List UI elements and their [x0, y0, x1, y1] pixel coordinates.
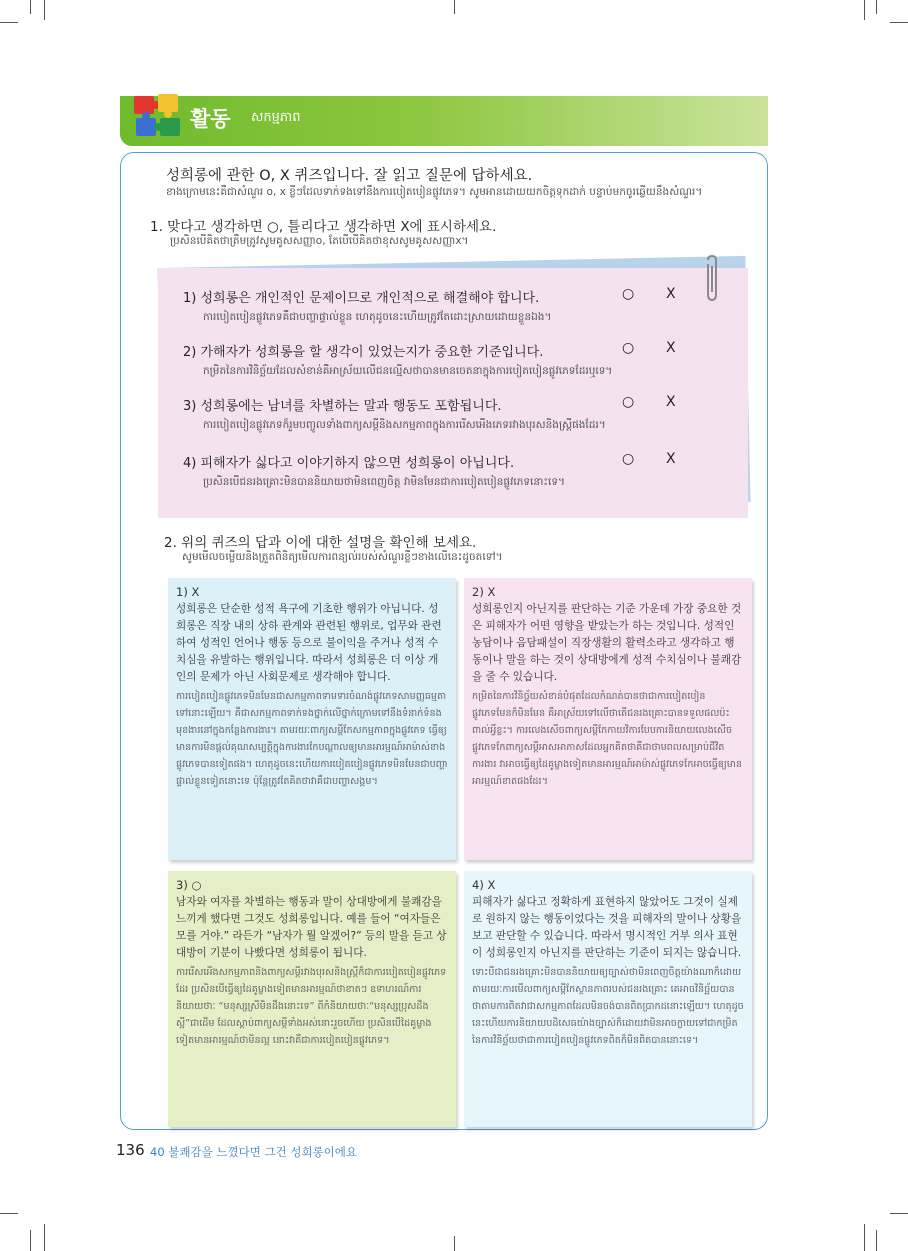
crop-mark — [890, 22, 908, 23]
crop-mark — [44, 0, 45, 20]
answer-1-label: 1) X — [176, 585, 200, 599]
activity-title-khmer: សកម្មភាព — [251, 110, 301, 125]
answer-box-3 — [168, 871, 456, 1127]
crop-mark — [890, 1213, 908, 1214]
answer-1-text: 성희롱은 단순한 성적 욕구에 기초한 행위가 아닙니다. 성희롱은 직장 내의 상하 관계와 관련된 행위로, 업무와 관련하여 성적인 언어나 행동 등으로 불이익을 주거나 성적 수치심을 유발하는 행위입니다. 따라서 성희롱은 더 이상 개인의 문제가 아닌 사회문제로 생각해야 합니다. — [176, 603, 442, 683]
question-2: 2. 위의 퀴즈의 답과 이에 대한 설명을 확인해 보세요. — [164, 535, 477, 551]
question-1-khmer: ប្រសិនបើគិតថាត្រឹមត្រូវសូមគូសសញ្ញាo, តែបើបើគិតថាខុសសូមគូសសញ្ញាx។ — [170, 235, 469, 247]
quiz-item-3-khmer: ការបៀតបៀនផ្លូវភេទក៏រួមបញ្ចូលទាំងពាក្យសម្តីនិងសកម្មភាពក្នុងការរើសអើងភេទរវាងបុរសនិងស្ត្រីផងដែរ។ — [203, 419, 606, 431]
quiz-item-4-x-mark[interactable]: X — [666, 451, 676, 467]
answer-2-label: 2) X — [472, 585, 496, 599]
page-number: 136 — [116, 1141, 145, 1159]
answer-2-text: 성희롱인지 아닌지를 판단하는 기준 가운데 가장 중요한 것은 피해자가 어떤 영향을 받았는가 하는 것입니다. 성적인 농담이나 음담패설이 직장생활의 활력소라고 생각하고 행동이나 말을 하는 것이 상대방에게 성적 수치심이나 불쾌감을 줄 수 있습니다. — [472, 603, 742, 683]
quiz-item-2-o-mark[interactable]: ○ — [622, 340, 635, 356]
quiz-item-2-khmer: កម្រិតនៃការវិនិច្ឆ័យដែលសំខាន់គឺអាស្រ័យលើជនល្មើសថាបានមានចេតនាក្នុងការបៀតបៀនផ្លូវភេទដែរឬទេ។ — [203, 365, 613, 377]
answer-3-label: 3) ○ — [176, 878, 202, 892]
activity-title: 활동 — [190, 107, 231, 131]
quiz-item-2: 2) 가해자가 성희롱을 할 생각이 있었는지가 중요한 기준입니다. — [183, 345, 544, 360]
crop-mark — [44, 1224, 45, 1251]
answer-3-text-khmer: ការរើសអើងសកម្មភាពនិងពាក្យសម្តីរវាងបុរសនិងស្ត្រីក៏ជាការបៀតបៀនផ្លូវភេទដែរ ប្រសិនបើធ្វើឲ្យដៃគូម្ខាងទៀតមានអារម្មណ៍ថាខាតៗ ឧទាហរណ៍ការនិយាយថាៈ “មនុស្សស្រីមិនដឹងនោះទេ” ពីកំនិយាយថាៈ“មនុស្សប្រុសដឹងស្អី”ជាដើម ដែលស្តាប់ពាក្យសម្តីទាំងអស់នោះរួចហើយ ប្រសិនបើដៃគូម្ខាងទៀតមានអារម្មណ៍ថាមិនល្អ នោះវាគឺជាការបៀតបៀនផ្លូវភេទ។ — [176, 967, 447, 1046]
running-title: 40 불쾌감을 느꼈다면 그건 성희롱이에요 — [150, 1145, 357, 1159]
paperclip-icon — [702, 254, 722, 304]
crop-mark — [30, 0, 31, 14]
quiz-item-3: 3) 성희롱에는 남녀를 차별하는 말과 행동도 포함됩니다. — [183, 399, 502, 414]
quiz-item-2-x-mark[interactable]: X — [666, 340, 676, 356]
answer-box-2 — [464, 578, 752, 860]
crop-mark — [864, 1224, 865, 1251]
quiz-item-4: 4) 피해자가 싫다고 이야기하지 않으면 성희롱이 아닙니다. — [183, 456, 515, 471]
answer-4-label: 4) X — [472, 878, 496, 892]
crop-mark — [864, 0, 865, 20]
crop-mark — [876, 1230, 877, 1251]
answer-3-text: 남자와 여자를 차별하는 행동과 말이 상대방에게 불쾌감을 느끼게 했다면 그것도 성희롱입니다. 예를 들어 “여자들은 모를 거야.” 라든가 “남자가 뭘 알겠어?” 등의 말을 듣고 상대방이 기분이 나빴다면 성희롱이 됩니다. — [176, 896, 447, 959]
question-2-khmer: សូមមើលចម្លើយនិងត្រួតពិនិត្យមើលការពន្យល់របស់សំណួរខ្លីៗខាងលើនេះដូចតទៅ។ — [182, 551, 503, 563]
crop-mark — [454, 0, 455, 14]
quiz-item-1: 1) 성희롱은 개인적인 문제이므로 개인적으로 해결해야 합니다. — [183, 291, 540, 306]
quiz-item-1-x-mark[interactable]: X — [666, 286, 676, 302]
crop-mark — [454, 1236, 455, 1251]
quiz-item-4-khmer: ប្រសិនបើជនរងគ្រោះមិនបាននិយាយថាមិនពេញចិត្ត វាមិនមែនជាការបៀតបៀនផ្លូវភេទនោះទេ។ — [203, 476, 565, 488]
quiz-item-1-o-mark[interactable]: ○ — [622, 286, 635, 302]
intro-title-khmer: ខាងក្រោមនេះគឺជាសំណួរ o, x ខ្លីៗដែលទាក់ទងទៅនឹងការបៀតបៀនផ្លូវភេទ។ សូមអានដោយយកចិត្តទុកដាក់ បន្ទាប់មកចូរឆ្លើយនឹងសំណួរ។ — [166, 186, 703, 198]
crop-mark — [0, 1213, 18, 1214]
answer-box-4 — [464, 871, 752, 1127]
crop-mark — [0, 22, 18, 23]
intro-title: 성희롱에 관한 O, X 퀴즈입니다. 잘 읽고 질문에 답하세요. — [166, 168, 533, 184]
question-1: 1. 맞다고 생각하면 ○, 틀리다고 생각하면 X에 표시하세요. — [150, 219, 497, 235]
answer-2-text-khmer: កម្រិតនៃការវិនិច្ឆ័យសំខាន់បំផុតដែលកំណត់បានថាជាការបៀតបៀនផ្លូវភេទមែនក៏មិនមែន គឺអាស្រ័យទៅលើថាតើជនរងគ្រោះបានទទួលផលប៉ះពាល់អ្វីខ្លះ។ ការលេងសើចពាក្យសម្តីកែកាយវិការបែបការនិយាយលេងសើចផ្លូវភេទកែពាក្យសម្តីអាសអាភាសដែលអ្នកគិតថាគឺជាថាមពលសម្រាប់ជីវិតការងារ វាអាចធ្វើឲ្យដៃគូម្ខាងទៀតមានអារម្មណ៍អាម៉ាស់ផ្លូវភេទកែអាចធ្វើឲ្យមានអារម្មណ៍ខាតផងដែរ។ — [472, 691, 742, 787]
quiz-item-1-khmer: ការបៀតបៀនផ្លូវភេទគឺជាបញ្ហាផ្ទាល់ខ្លួន ហេតុដូចនេះហើយត្រូវតែដោះស្រាយដោយខ្លួនឯង។ — [203, 311, 552, 323]
answer-4-text-khmer: ទោះបីជាជនរងគ្រោះមិនបាននិយាយឲ្យច្បាស់ថាមិនពេញចិត្តយ៉ាងណាក៏ដោយ តាមរយៈការមើលពាក្យសម្តីកែស្ថានភាពរបស់ជនរងគ្រោះ គេអាចវិនិច្ឆ័យបានថាតាមការពិតវាជាសកម្មភាពដែលមិនចង់បានពិតប្រាកដនោះឡើយ។ ហេតុដូចនេះហើយការនិយាយបដិសេធយ៉ាងច្បាស់ក៏ដោយវាមិនអាចក្លាយទៅជាកម្រិតនៃការវិនិច្ឆ័យថាជាការបៀតបៀនផ្លូវភេទពិតក៏មិនពិតបាននោះទេ។ — [472, 967, 744, 1046]
quiz-item-4-o-mark[interactable]: ○ — [622, 451, 635, 467]
answer-box-1 — [168, 578, 456, 860]
quiz-item-3-o-mark[interactable]: ○ — [622, 394, 635, 410]
answer-4-text: 피해자가 싫다고 정확하게 표현하지 않았어도 그것이 실제로 원하지 않는 행동이었다는 것을 피해자의 말이나 상황을 보고 판단할 수 있습니다. 따라서 명시적인 거부 의사 표현이 성희롱인지 아닌지를 판단하는 기준이 되지는 않습니다. — [472, 896, 742, 959]
quiz-item-3-x-mark[interactable]: X — [666, 394, 676, 410]
crop-mark — [876, 0, 877, 14]
puzzle-icon — [130, 92, 186, 140]
crop-mark — [30, 1230, 31, 1251]
answer-1-text-khmer: ការបៀតបៀនផ្លូវភេទមិនមែនជាសកម្មភាពទាមទារចំណង់ផ្លូវភេទសាមញ្ញធម្មតាទៅនោះឡើយ។ គឺជាសកម្មភាពទាក់ទងថ្នាក់លើថ្នាក់ក្រោមទៅនឹងទំនាក់ទំនងមុខងារនៅក្នុងកន្លែងការងារ។ តាមរយៈពាក្យសម្តីកែសកម្មភាពក្នុងផ្លូវភេទ ធ្វើឲ្យមានការមិនផ្តល់គុណសម្បត្តិក្នុងការងារកែបណ្តាលឲ្យមានអារម្មណ៍អាម៉ាស់ខាងផ្លូវភេទបានទៀតផង។ ហេតុដូចនេះហើយការបៀតបៀនផ្លូវភេទមិនមែនជាបញ្ហាផ្ទាល់ខ្លួនទៀតនោះទេ ប៉ុន្តែត្រូវតែគិតថាវាគឺជាបញ្ហាសង្គម។ — [176, 691, 448, 787]
